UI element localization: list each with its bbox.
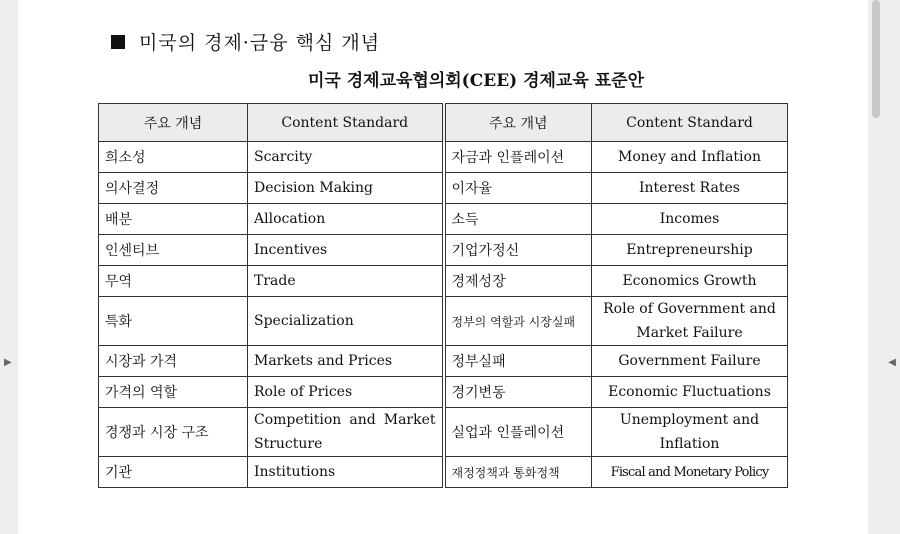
caret-right-icon[interactable]: ▶ [4,357,12,368]
table-row [99,235,788,266]
table-header-row [99,104,788,142]
concept-cell: 희소성 [99,142,248,173]
standard-cell: Money and Inflation [592,142,788,173]
concept-cell: 경쟁과 시장 구조 [99,408,248,457]
standard-cell: Role of Government and Market Failure [592,297,788,346]
concept-cell: 이자율 [444,173,592,204]
table-row [99,408,788,457]
concept-cell: 정부실패 [444,346,592,377]
table-row [99,297,788,346]
standard-cell: Competition and Market Structure [248,408,444,457]
concept-cell: 소득 [444,204,592,235]
standard-cell: Role of Prices [248,377,444,408]
standard-cell: Specialization [248,297,444,346]
caret-left-icon[interactable]: ◀ [888,357,896,368]
concept-cell: 가격의 역할 [99,377,248,408]
concept-cell: 배분 [99,204,248,235]
vertical-scrollbar[interactable] [868,0,900,534]
concept-cell: 특화 [99,297,248,346]
concept-cell: 시장과 가격 [99,346,248,377]
standard-cell: Allocation [248,204,444,235]
concept-cell: 기업가정신 [444,235,592,266]
header-standard-1: Content Standard [248,104,444,142]
standard-cell: Incentives [248,235,444,266]
scrollbar-thumb[interactable] [872,0,880,118]
table-row [99,204,788,235]
header-concept-1: 주요 개념 [99,104,248,142]
document-page [18,0,868,534]
concept-cell: 기관 [99,457,248,488]
content-standards-table [98,103,788,488]
standard-cell: Government Failure [592,346,788,377]
standard-cell: Markets and Prices [248,346,444,377]
table-row [99,266,788,297]
concept-cell: 재정정책과 통화정책 [444,457,592,488]
standard-cell: Unemployment and Inflation [592,408,788,457]
standard-cell: Institutions [248,457,444,488]
standard-cell: Trade [248,266,444,297]
standard-cell: Economics Growth [592,266,788,297]
standard-cell: Decision Making [248,173,444,204]
black-square-bullet-icon [111,35,125,49]
concept-cell: 의사결정 [99,173,248,204]
table-title: 미국 경제교육협의회(CEE) 경제교육 표준안 [307,71,645,91]
table-row [99,346,788,377]
section-heading [111,28,380,55]
standard-cell: Economic Fluctuations [592,377,788,408]
concept-cell: 인센티브 [99,235,248,266]
concept-cell: 경제성장 [444,266,592,297]
standard-cell: Entrepreneurship [592,235,788,266]
table-row [99,377,788,408]
header-standard-2: Content Standard [592,104,788,142]
concept-cell: 경기변동 [444,377,592,408]
standard-cell: Interest Rates [592,173,788,204]
table-row [99,457,788,488]
concept-cell: 실업과 인플레이션 [444,408,592,457]
standard-cell: Incomes [592,204,788,235]
table-row [99,142,788,173]
standard-cell: Scarcity [248,142,444,173]
section-heading-text: 미국의 경제·금융 핵심 개념 [139,32,381,54]
header-concept-2: 주요 개념 [444,104,592,142]
table-row [99,173,788,204]
standard-cell: Fiscal and Monetary Policy [592,457,788,488]
concept-cell: 정부의 역할과 시장실패 [444,297,592,346]
concept-cell: 자금과 인플레이션 [444,142,592,173]
concept-cell: 무역 [99,266,248,297]
